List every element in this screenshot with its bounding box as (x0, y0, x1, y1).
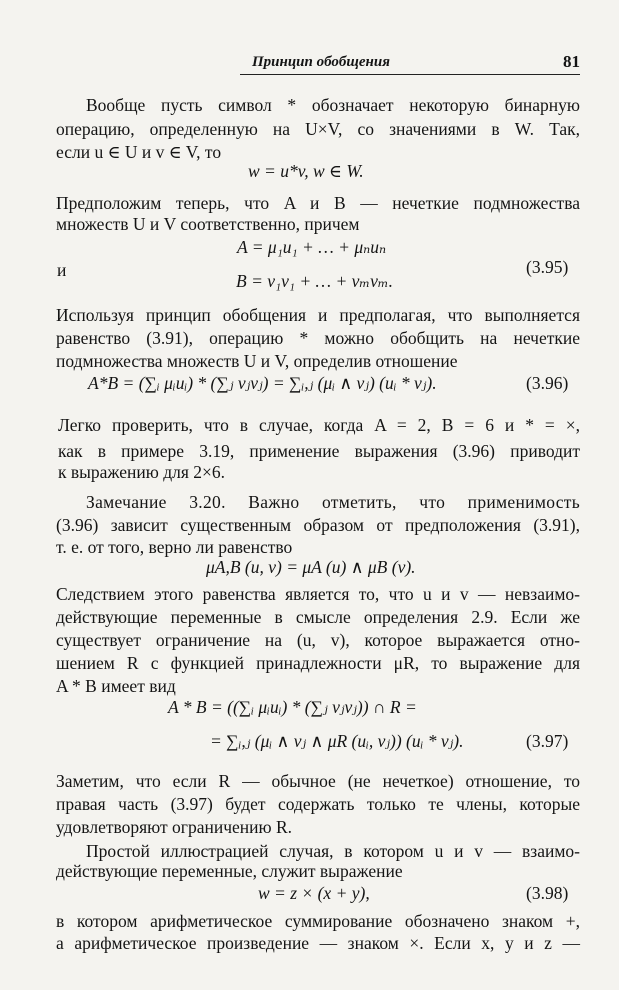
formula: B = ν₁v₁ + … + νₘvₘ. (236, 271, 394, 291)
text-line: а арифметическое произведение — знаком ×. Если x, y и z — (56, 933, 580, 953)
text-line: т. е. от того, верно ли равенство (56, 537, 293, 557)
equation-number: (3.97) (526, 731, 569, 751)
formula: = ∑ᵢ,ⱼ (μᵢ ∧ νⱼ ∧ μR (uᵢ, vⱼ)) (uᵢ * vⱼ). (210, 731, 464, 751)
text-line: шением R с функцией принадлежности μR, то выражение для (56, 653, 580, 673)
text-line: A * B имеет вид (56, 676, 176, 696)
formula: w = u*v, w ∈ W. (248, 161, 364, 181)
text-line: Заметим, что если R — обычное (не нечеткое) отношение, то (56, 771, 580, 791)
text-line: равенство (3.91), операцию * можно обобщить на нечеткие (56, 328, 580, 348)
text-line: Простой иллюстрацией случая, в котором u и v — взаимо- (86, 841, 580, 861)
text-line: Следствием этого равенства является то, что u и v — невзаимо- (56, 584, 580, 604)
text-line: Легко проверить, что в случае, когда A = 2, B = 6 и * = ×, (58, 415, 580, 435)
text-line: Предположим теперь, что A и B — нечеткие подмножества (56, 193, 580, 213)
formula: A = μ₁u₁ + … + μₙuₙ (237, 237, 387, 257)
page-number: 81 (563, 52, 580, 71)
formula: w = z × (x + y), (258, 883, 370, 903)
text-line: существует ограничение на (u, v), которое выражается отно- (56, 630, 580, 650)
text-line: действующие переменные в смысле определения 2.9. Если же (56, 607, 580, 627)
formula: μA,B (u, v) = μA (u) ∧ μB (v). (206, 557, 416, 577)
text-line: действующие переменные, служит выражение (56, 861, 403, 881)
text-line: Вообще пусть символ * обозначает некоторую бинарную (86, 95, 580, 115)
formula: A * B = ((∑ᵢ μᵢuᵢ) * (∑ⱼ νⱼvⱼ)) ∩ R = (168, 697, 417, 717)
text-line: если u ∈ U и v ∈ V, то (56, 142, 222, 162)
text-line: в котором арифметическое суммирование обозначено знаком +, (56, 911, 580, 931)
text-line: как в примере 3.19, применение выражения (3.96) приводит (58, 441, 580, 461)
text-line: правая часть (3.97) будет содержать только те члены, которые (56, 794, 580, 814)
formula: A*B = (∑ᵢ μᵢuᵢ) * (∑ⱼ νⱼvⱼ) = ∑ᵢ,ⱼ (μᵢ ∧ νⱼ) (uᵢ * vⱼ). (88, 373, 437, 393)
header-rule (240, 74, 580, 75)
text-line: Замечание 3.20. Важно отметить, что применимость (86, 492, 580, 512)
header-title: Принцип обобщения (252, 54, 390, 70)
text-line: множеств U и V соответственно, причем (56, 214, 360, 234)
text-line: (3.96) зависит существенным образом от предположения (3.91), (56, 515, 580, 535)
text-line: операцию, определенную на U×V, со значениями в W. Так, (56, 119, 580, 139)
text-line: и (57, 260, 67, 280)
text-line: удовлетворяют ограничению R. (56, 817, 293, 837)
text-line: к выражению для 2×6. (58, 462, 226, 482)
equation-number: (3.96) (526, 373, 569, 393)
text-line: Используя принцип обобщения и предполагая, что выполняется (56, 305, 580, 325)
text-line: подмножества множеств U и V, определив отношение (56, 351, 458, 371)
running-header (240, 52, 580, 76)
equation-number: (3.98) (526, 883, 569, 903)
equation-number: (3.95) (526, 257, 569, 277)
